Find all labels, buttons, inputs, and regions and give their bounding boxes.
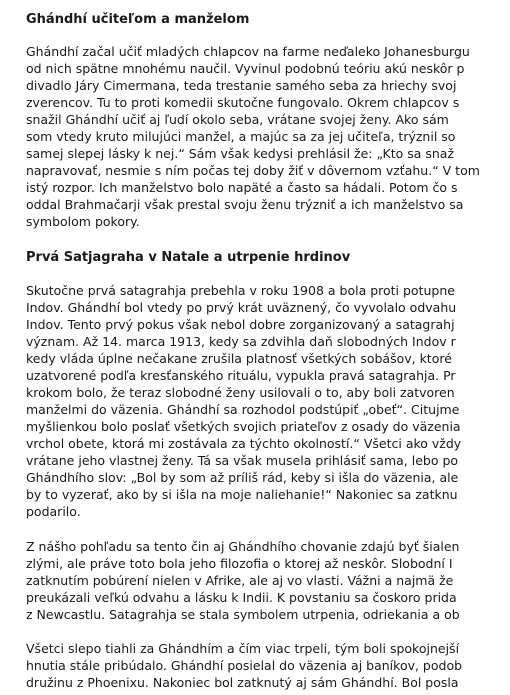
paragraph [26,43,480,230]
text-line: zverencov. Tu to proti komedii skutočne fungovalo. Okrem chlapcov s [26,95,460,110]
paragraph [26,282,461,520]
text-line: symbolom pokory. [26,214,140,229]
text-line: istý rozpor. Ich manželstvo bolo napäté a často sa hádali. Potom čo s [26,180,458,195]
text-line: napravovať, nesmie s ním počas tej doby žiť v dôvernom vzťahu.“ V tom [26,163,480,178]
text-line: Z nášho pohľadu sa tento čin aj Ghándhího chovanie zdajú byť šialen [26,539,460,554]
paragraph [26,640,462,691]
text-line: Ghándhího slov: „Bol by som až príliš rád, keby si išla do väzenia, ale [26,470,459,485]
text-line: od nich spätne mnohému naučil. Vyvinul podobnú teóriu akú neskôr p [26,61,465,76]
text-line: oddal Brahmačarji však prestal svoju ženu trýzniť a ich manželstvo sa [26,197,464,212]
text-line: zatknutím pobúrení nielen v Afrike, ale aj vo vlasti. Vážni a najmä že [26,573,454,588]
text-line: z Newcastlu. Satagrahja se stala symbolem utrpenia, odriekania a ob [26,607,460,622]
text-line: kedy vláda úplne nečakane zrušila platnosť všetkých sobášov, ktoré [26,351,452,366]
section-heading: Prvá Satjagraha v Natale a utrpenie hrdinov [26,250,351,265]
text-line: vrchol obete, ktorá mi zostávala za týchto okolností.“ Všetci ako vždy [26,436,462,451]
text-line: hnutia stále pribúdalo. Ghándhí posielal do väzenia aj baníkov, podob [26,658,463,673]
text-line: krokom bolo, že teraz slobodné ženy usilovali o to, aby boli zatvoren [26,385,455,400]
text-line: Skutočne prvá satagrahja prebehla v roku 1908 a bola proti potupne [26,283,455,298]
text-line: myšlienkou bolo poslať všetkých svojich priateľov z osady do väzenia [26,419,461,434]
text-line: zlými, ale práve toto bola jeho filozofia o ktorej až neskôr. Slobodní I [26,556,453,571]
text-line: som vtedy kruto milujúci manžel, a majúc sa za jej učiteľa, trýznil so [26,129,456,144]
text-line: Indov. Ghándhí bol vtedy po prvý krát uväznený, čo vyvolalo odvahu [26,300,457,315]
text-line: vrátane jeho vlastnej ženy. Tá sa však musela prihlásiť sama, lebo po [26,453,459,468]
text-line: význam. Až 14. marca 1913, kedy sa zdvihla daň slobodných Indov r [26,334,456,349]
text-line: podarilo. [26,504,81,519]
text-line: manželmi do väzenia. Ghándhí sa rozhodol podstúpiť „obeť“. Citujme [26,402,460,417]
text-line: divadlo Járy Cimermana, teda trestanie samého seba za hriechy svoj [26,78,457,93]
text-line: družinu z Phoenixu. Nakoniec bol zatknutý aj sám Ghándhí. Bol posla [26,675,459,690]
text-line: Ghándhí začal učiť mladých chlapcov na farme neďaleko Johanesburgu [26,44,470,59]
text-line: uzatvorené podľa kresťanského rituálu, vypukla pravá satagrahja. Pr [26,368,456,383]
text-line: samej slepej lásky k nej.“ Sám však kedysi prehlásil že: „Kto sa snaž [26,146,455,161]
text-line: snažil Ghándhí učiť aj ľudí okolo seba, vrátane svojej ženy. Ako sám [26,112,449,127]
text-line: Všetci slepo tiahli za Ghándhím a čím viac trpeli, tým boli spokojnejší [26,641,460,656]
text-line: Indov. Tento prvý pokus však nebol dobre zorganizovaný a satagrahj [26,317,455,332]
text-line: by to vyzerať, ako by si išla na moje naliehanie!“ Nakoniec sa zatknu [26,487,458,502]
text-line: preukázali veľkú odvahu a lásku k Indii. K povstaniu sa čoskoro prida [26,590,457,605]
section-heading: Ghándhí učiteľom a manželom [26,12,250,27]
paragraph [26,538,460,623]
